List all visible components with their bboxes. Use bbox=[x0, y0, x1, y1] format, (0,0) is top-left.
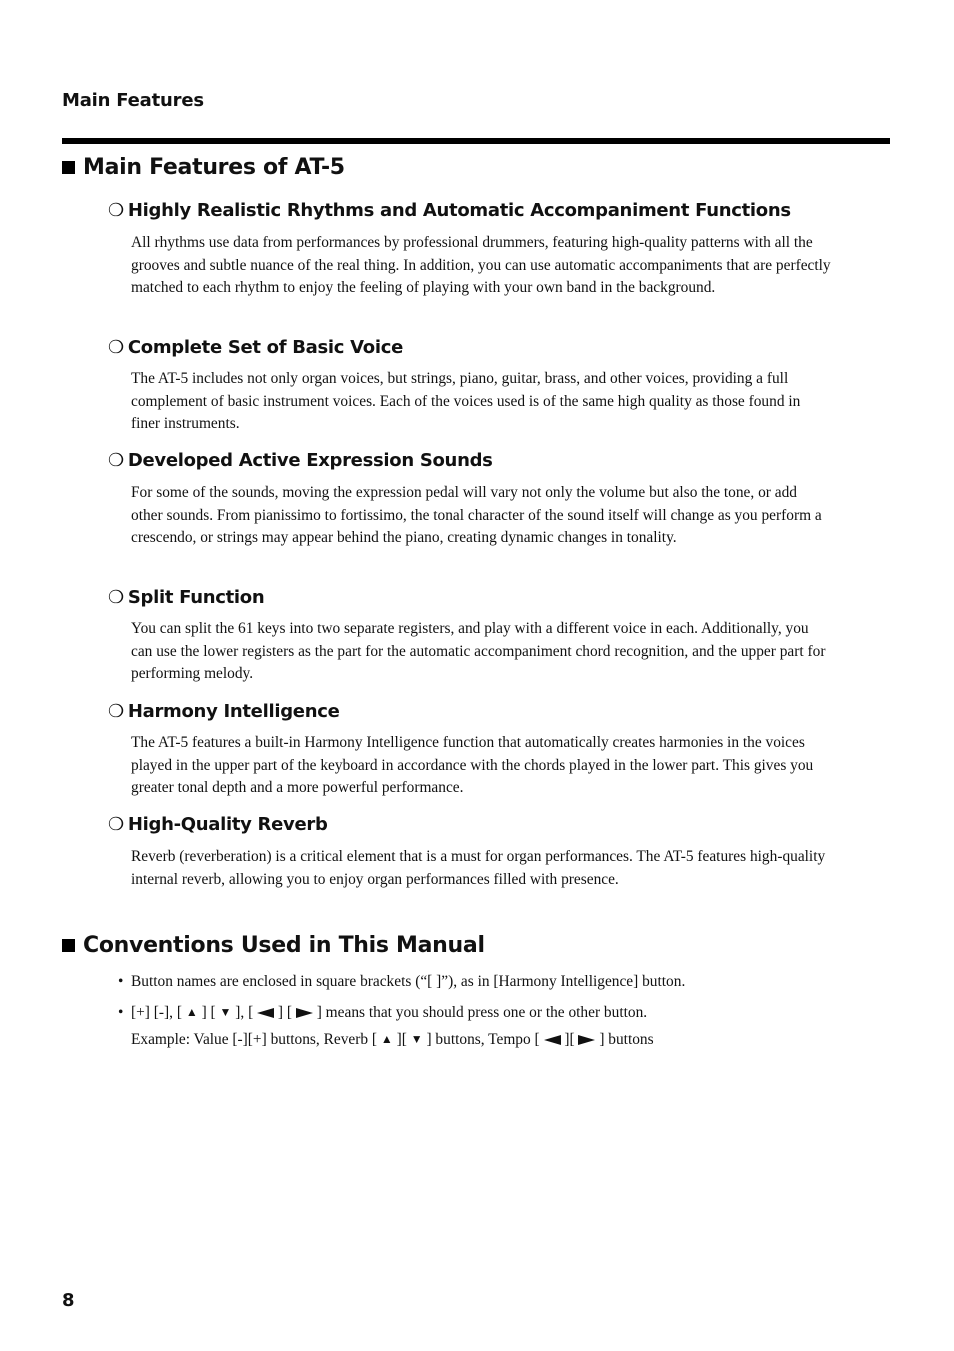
example-text: ] buttons bbox=[595, 1031, 654, 1048]
example-text: ] buttons, Tempo [ bbox=[422, 1031, 544, 1048]
feature-body: Reverb (reverberation) is a critical element that is a must for organ performances. The AT-5 features high-quality internal reverb, allowing you to enjoy organ performances filled with presence. bbox=[131, 848, 826, 888]
circle-bullet-icon: ❍ bbox=[108, 587, 124, 608]
feature-title: Developed Active Expression Sounds bbox=[127, 450, 493, 471]
feature-title: High-Quality Reverb bbox=[127, 814, 328, 835]
section-heading-main-features bbox=[62, 155, 345, 180]
dot-bullet-icon: • bbox=[118, 973, 124, 990]
section-title: Conventions Used in This Manual bbox=[83, 933, 485, 958]
circle-bullet-icon: ❍ bbox=[108, 814, 124, 835]
circle-bullet-icon: ❍ bbox=[108, 200, 124, 221]
circle-bullet-icon: ❍ bbox=[108, 450, 124, 471]
convention-text: ] [ bbox=[274, 1004, 296, 1021]
feature-heading bbox=[108, 450, 493, 471]
section-heading-conventions bbox=[62, 933, 485, 958]
down-triangle-icon: ▼ bbox=[410, 1032, 423, 1046]
circle-bullet-icon: ❍ bbox=[108, 337, 124, 358]
feature-body: All rhythms use data from performances by professional drummers, featuring high-quality patterns with all the grooves and subtle nuance of the real thing. In addition, you can use automatic accompaniments that are perfectly matched to each rhythm to enjoy the feeling of playing with your own band in the background. bbox=[131, 234, 831, 297]
feature-body: The AT-5 features a built-in Harmony Intelligence function that automatically creates harmonies in the voices played in the upper part of the keyboard in accordance with the chords played in the lower part. This gives you greater tonal depth and a more powerful performance. bbox=[131, 734, 814, 797]
convention-text: Button names are enclosed in square brackets (“[ ]”), as in [Harmony Intelligence] button. bbox=[131, 973, 686, 990]
convention-text: ], [ bbox=[231, 1004, 258, 1021]
example-text: ][ bbox=[392, 1031, 411, 1048]
page-number: 8 bbox=[62, 1290, 75, 1311]
down-triangle-icon: ▼ bbox=[219, 1005, 232, 1019]
left-triangle-icon bbox=[257, 1008, 274, 1018]
feature-title: Complete Set of Basic Voice bbox=[127, 337, 403, 358]
left-triangle-icon bbox=[544, 1035, 561, 1045]
header-rule bbox=[62, 138, 890, 144]
convention-example bbox=[131, 1031, 654, 1049]
up-triangle-icon: ▲ bbox=[185, 1005, 198, 1019]
feature-heading bbox=[108, 200, 791, 221]
feature-body: The AT-5 includes not only organ voices, but strings, piano, guitar, brass, and other voices, providing a full complement of basic instrument voices. Each of the voices used is of the same high quality as those found in finer instruments. bbox=[131, 370, 801, 433]
example-text: Example: Value [-][+] buttons, Reverb [ bbox=[131, 1031, 381, 1048]
convention-text: ] means that you should press one or the other button. bbox=[312, 1004, 648, 1021]
convention-bullet bbox=[118, 973, 685, 991]
square-bullet-icon bbox=[62, 939, 75, 952]
convention-bullet bbox=[118, 1004, 647, 1022]
right-triangle-icon bbox=[296, 1008, 313, 1018]
feature-title: Highly Realistic Rhythms and Automatic Accompaniment Functions bbox=[127, 200, 791, 221]
up-triangle-icon: ▲ bbox=[380, 1032, 393, 1046]
running-header: Main Features bbox=[62, 90, 204, 111]
feature-heading bbox=[108, 701, 340, 722]
right-triangle-icon bbox=[578, 1035, 595, 1045]
example-text: ][ bbox=[560, 1031, 579, 1048]
square-bullet-icon bbox=[62, 161, 75, 174]
dot-bullet-icon: • bbox=[118, 1004, 124, 1021]
feature-title: Split Function bbox=[127, 587, 265, 608]
feature-title: Harmony Intelligence bbox=[127, 701, 340, 722]
feature-heading bbox=[108, 337, 403, 358]
feature-body: You can split the 61 keys into two separate registers, and play with a different voice in each. Additionally, you can use the lower registers as the part for the automatic accompaniment chord recognition, and the upper part for performing melody. bbox=[131, 620, 826, 683]
convention-text: ] [ bbox=[197, 1004, 220, 1021]
feature-body: For some of the sounds, moving the expression pedal will vary not only the volume but also the tone, or add other sounds. From pianissimo to fortissimo, the tonal character of the sound itself will change as you perform a crescendo, or strings may appear behind the piano, creating dynamic changes in tonality. bbox=[131, 484, 822, 547]
feature-heading bbox=[108, 814, 328, 835]
feature-heading bbox=[108, 587, 264, 608]
convention-text: [+] [-], [ bbox=[131, 1004, 186, 1021]
circle-bullet-icon: ❍ bbox=[108, 701, 124, 722]
section-title: Main Features of AT-5 bbox=[83, 155, 345, 180]
